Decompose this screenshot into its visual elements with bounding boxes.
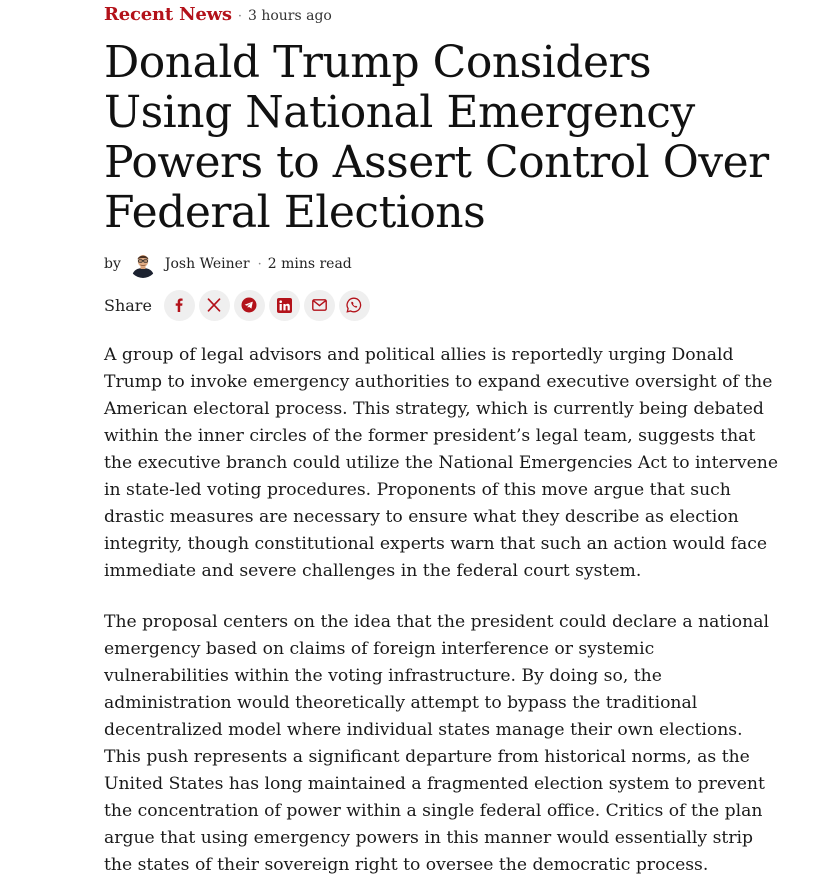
share-label: Share [104, 295, 152, 315]
body-paragraph: A group of legal advisors and political allies is reportedly urging Donald Trump to invoke emergency authorities to expand executive oversight of the American electoral process. This strategy, which is currently being debated within the inner circles of the former president’s legal team, suggests that the executive branch could utilize the National Emergencies Act to intervene in state-led voting procedures. Proponents of this move argue that such drastic measures are necessary to ensure what they describe as election integrity, though constitutional experts warn that such an action would face immediate and severe challenges in the federal court system. [104, 345, 779, 581]
avatar-icon [129, 250, 157, 278]
share-bar [104, 288, 374, 322]
read-time: 2 mins read [267, 256, 352, 272]
byline-separator: · [257, 256, 262, 272]
meta-separator: · [237, 9, 242, 24]
telegram-icon [241, 297, 257, 313]
share-email-button[interactable] [304, 290, 335, 321]
whatsapp-icon [346, 297, 362, 313]
email-icon [312, 299, 327, 311]
share-x-button[interactable] [199, 290, 230, 321]
article-headline: Donald Trump Considers Using National Emergency Powers to Assert Control Over Federal Elections [104, 37, 769, 238]
share-whatsapp-button[interactable] [339, 290, 370, 321]
body-paragraph: The proposal centers on the idea that the president could declare a national emergency based on claims of foreign interference or systemic vulnerabilities within the voting infrastructure. By doing so, the administration would theoretically attempt to bypass the traditional decentralized model where individual states manage their own elections. This push represents a significant departure from historical norms, as the United States has long maintained a fragmented election system to prevent the concentration of power within a single federal office. Critics of the plan argue that using emergency powers in this manner would essentially strip the states of their sovereign right to oversee the democratic process. [104, 612, 769, 875]
by-label: by [104, 256, 121, 272]
byline [104, 248, 352, 280]
article-meta [104, 4, 332, 26]
linkedin-icon [277, 298, 292, 313]
publish-time: 3 hours ago [247, 8, 332, 24]
category-link[interactable]: Recent News [104, 4, 232, 25]
share-linkedin-button[interactable] [269, 290, 300, 321]
share-telegram-button[interactable] [234, 290, 265, 321]
x-icon [207, 298, 221, 312]
author-name[interactable]: Josh Weiner [164, 256, 250, 272]
facebook-icon [172, 298, 186, 312]
author-avatar[interactable] [129, 250, 157, 278]
article-body [104, 342, 784, 891]
share-facebook-button[interactable] [164, 290, 195, 321]
